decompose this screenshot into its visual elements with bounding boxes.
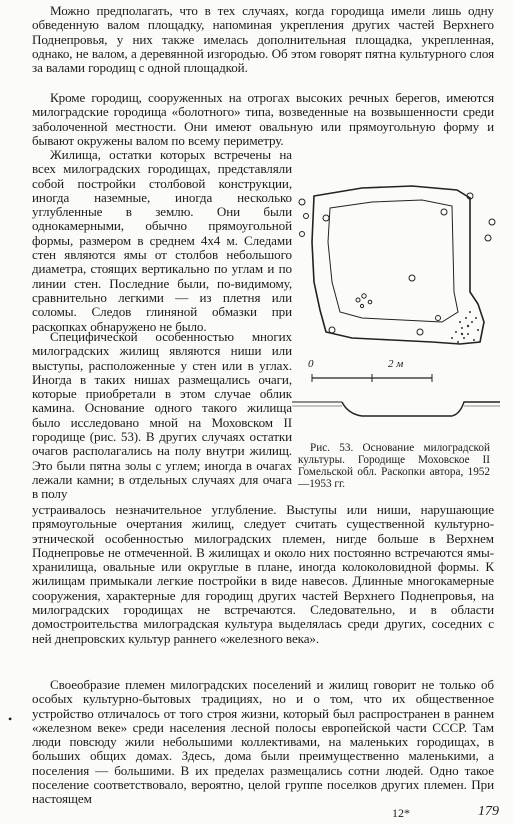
posthole	[304, 214, 309, 219]
hearth-stones	[356, 294, 372, 308]
margin-mark: •	[8, 712, 13, 726]
section-profile	[292, 402, 500, 416]
posthole	[300, 232, 305, 237]
posthole	[299, 199, 305, 205]
scale-zero-label: 0	[308, 358, 314, 370]
paragraph-3: Жилища, остатки которых встречены на всех милоградских городищах, представляли собой постройки столбовой конструкции, иногда наземные, иногда несколько углубленные в землю. Они были однокамерными, обычно прямоугольной формы, размером в среднем 4x4 м. Следами стен являются ямы от столбов небольшого диаметра, стоящих вертикально по углам и по линии стен. Последние были, по-видимому, сравнительно легкими — из плетня или соломы. Следов глиняной обмазки при раскопках обнаружено не было.	[32, 147, 292, 334]
posthole	[409, 275, 415, 281]
posthole	[489, 219, 495, 225]
paragraph-4: Специфической особенностью многих милоградских жилищ являются ниши или выступы, расположенные у стен или в углах. Иногда в таких нишах размещались очаги, которые приобретали в этом случае облик камина. Основание одного такого жилища было исследовано мной на Моховском II городище (рис. 53). В других случаях остатки очагов располагались на полу внутри жилищ. Это были пятна золы с углем; иногда в очагах лежали камни; в отдельных случаях для очага в полу	[32, 329, 292, 502]
page-number: 179	[478, 804, 499, 819]
scale-bar	[312, 374, 432, 382]
posthole	[329, 327, 335, 333]
paragraph-4-continued: устраивалось незначительное углубление. Выступы или ниши, нарушающие прямоугольные очертания жилищ, следует считать существенной культурно-этнической особенностью милоградских племен, нигде больше в Верхнем Поднепровье не отмеченной. В жилищах и около них постоянно встречаются ямы-хранилища, овальные или округлые в плане, иногда колоколовидной формы. К жилищам примыкали легкие постройки в виде навесов. Длинные многокамерные сооружения, характерные для городищ других частей Верхнего Поднепровья, на милоградских городищах не встречаются. Следовательно, и в области домостроительства милоградская культура выделялась среди других, соседних с ней днепровских культур раннего «железного века».	[32, 502, 494, 646]
posthole	[436, 316, 441, 321]
paragraph-1: Можно предполагать, что в тех случаях, когда городища имели лишь одну обведенную валом площадку, напоминая укрепления других частей Верхнего Поднепровья, у них также имелась дополнительная площадка, укрепленная, однако, не валом, а деревянной изгородью. Об этом говорят пятна культурного слоя за валами городищ с одной площадкой.	[32, 3, 494, 76]
posthole	[417, 329, 423, 335]
hearth-niche-stipple	[451, 311, 479, 343]
paragraph-5: Своеобразие племен милоградских поселений и жилищ говорит не только об особых культурно-бытовых традициях, но и о том, что их общественное устройство отличалось от того строя жизни, который был распространен в раннем «железном веке» среди населения лесной полосы европейской части СССР. Там люди повсюду жили небольшими коллективами, на маленьких городищах, в больших общих домах. Здесь, дома были преимущественно маленькими, а поселения — большими. В их пределах размещались сотни людей. Одно такое поселение соответствовало, вероятно, целой группе поселков других племен. При настоящем	[32, 677, 494, 807]
figure-caption: Рис. 53. Основание милоградской культуры. Городище Моховское II Гомельской обл. Раскопки автора, 1952—1953 гг.	[298, 442, 490, 490]
paragraph-2: Кроме городищ, сооруженных на отрогах высоких речных берегов, имеются милоградские городища «болотного» типа, возведенные на возвышенности среди заболоченной местности. Они имеют овальную или прямоугольную форму и бывают окружены валом по всему периметру.	[32, 90, 494, 148]
signature-mark: 12*	[392, 806, 410, 820]
dwelling-plan-drawing	[292, 182, 500, 442]
inner-outline	[328, 200, 458, 322]
posthole	[441, 209, 447, 215]
posthole	[323, 215, 329, 221]
scale-length-label: 2 м	[388, 358, 404, 370]
posthole	[485, 235, 491, 241]
